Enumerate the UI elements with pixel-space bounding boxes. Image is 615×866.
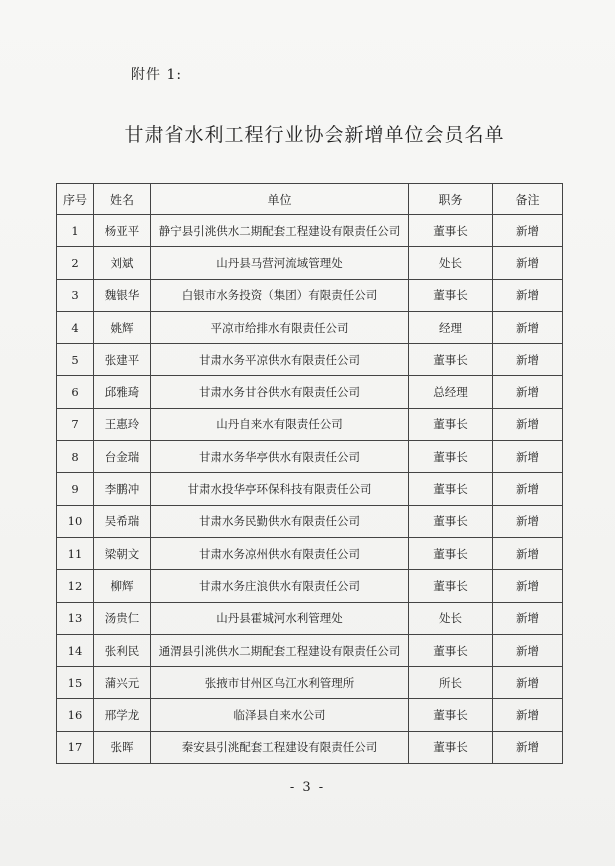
cell-position: 总经理 — [409, 376, 493, 408]
table-row — [57, 247, 563, 279]
cell-unit: 张掖市甘州区乌江水利管理所 — [151, 667, 409, 699]
cell-unit: 山丹县霍城河水利管理处 — [151, 602, 409, 634]
table-row — [57, 667, 563, 699]
table-row — [57, 215, 563, 247]
cell-unit: 山丹自来水有限责任公司 — [151, 408, 409, 440]
column-header-remark: 备注 — [493, 184, 563, 215]
table-row — [57, 441, 563, 473]
cell-remark: 新增 — [493, 215, 563, 247]
cell-position: 董事长 — [409, 505, 493, 537]
page-title: 甘肃省水利工程行业协会新增单位会员名单 — [124, 124, 505, 146]
cell-name: 汤贵仁 — [94, 602, 151, 634]
cell-name: 邢学龙 — [94, 699, 151, 731]
cell-remark: 新增 — [493, 667, 563, 699]
cell-position: 董事长 — [409, 473, 493, 505]
table-row — [57, 473, 563, 505]
cell-unit: 甘肃水务民勤供水有限责任公司 — [151, 505, 409, 537]
cell-remark: 新增 — [493, 699, 563, 731]
cell-position: 董事长 — [409, 408, 493, 440]
table-row — [57, 570, 563, 602]
cell-index: 2 — [57, 247, 94, 279]
cell-name: 王惠玲 — [94, 408, 151, 440]
cell-unit: 通渭县引洮供水二期配套工程建设有限责任公司 — [151, 634, 409, 666]
cell-remark: 新增 — [493, 537, 563, 569]
cell-name: 蒲兴元 — [94, 667, 151, 699]
cell-index: 5 — [57, 344, 94, 376]
cell-unit: 甘肃水务甘谷供水有限责任公司 — [151, 376, 409, 408]
cell-name: 张利民 — [94, 634, 151, 666]
table-row — [57, 376, 563, 408]
cell-index: 8 — [57, 441, 94, 473]
table-row — [57, 731, 563, 763]
table-row — [57, 602, 563, 634]
cell-name: 张建平 — [94, 344, 151, 376]
cell-index: 9 — [57, 473, 94, 505]
cell-unit: 甘肃水务庄浪供水有限责任公司 — [151, 570, 409, 602]
cell-unit: 甘肃水务凉州供水有限责任公司 — [151, 537, 409, 569]
cell-unit: 秦安县引洮配套工程建设有限责任公司 — [151, 731, 409, 763]
cell-position: 经理 — [409, 311, 493, 343]
table-row — [57, 634, 563, 666]
cell-index: 6 — [57, 376, 94, 408]
cell-position: 董事长 — [409, 279, 493, 311]
cell-unit: 甘肃水务平凉供水有限责任公司 — [151, 344, 409, 376]
table-row — [57, 699, 563, 731]
cell-position: 董事长 — [409, 441, 493, 473]
cell-position: 处长 — [409, 247, 493, 279]
cell-remark: 新增 — [493, 408, 563, 440]
cell-name: 魏银华 — [94, 279, 151, 311]
cell-name: 李鹏冲 — [94, 473, 151, 505]
table-body — [57, 215, 563, 764]
cell-name: 邱雅琦 — [94, 376, 151, 408]
cell-remark: 新增 — [493, 731, 563, 763]
cell-position: 董事长 — [409, 215, 493, 247]
cell-index: 15 — [57, 667, 94, 699]
cell-remark: 新增 — [493, 570, 563, 602]
cell-remark: 新增 — [493, 344, 563, 376]
cell-index: 13 — [57, 602, 94, 634]
cell-index: 16 — [57, 699, 94, 731]
cell-index: 12 — [57, 570, 94, 602]
cell-remark: 新增 — [493, 247, 563, 279]
cell-position: 董事长 — [409, 699, 493, 731]
cell-position: 董事长 — [409, 344, 493, 376]
cell-name: 杨亚平 — [94, 215, 151, 247]
column-header-position: 职务 — [409, 184, 493, 215]
table-header-row — [57, 184, 563, 215]
cell-position: 董事长 — [409, 570, 493, 602]
cell-remark: 新增 — [493, 311, 563, 343]
cell-name: 张晖 — [94, 731, 151, 763]
cell-index: 14 — [57, 634, 94, 666]
cell-index: 11 — [57, 537, 94, 569]
cell-unit: 静宁县引洮供水二期配套工程建设有限责任公司 — [151, 215, 409, 247]
column-header-unit: 单位 — [151, 184, 409, 215]
cell-remark: 新增 — [493, 505, 563, 537]
cell-remark: 新增 — [493, 602, 563, 634]
cell-remark: 新增 — [493, 441, 563, 473]
cell-unit: 白银市水务投资（集团）有限责任公司 — [151, 279, 409, 311]
table-row — [57, 408, 563, 440]
cell-remark: 新增 — [493, 376, 563, 408]
cell-index: 1 — [57, 215, 94, 247]
page-number: - 3 - — [289, 780, 326, 795]
cell-unit: 甘肃水投华亭环保科技有限责任公司 — [151, 473, 409, 505]
member-table — [56, 183, 563, 764]
cell-unit: 平凉市给排水有限责任公司 — [151, 311, 409, 343]
cell-name: 柳辉 — [94, 570, 151, 602]
cell-position: 董事长 — [409, 731, 493, 763]
cell-name: 刘斌 — [94, 247, 151, 279]
cell-position: 所长 — [409, 667, 493, 699]
cell-position: 董事长 — [409, 537, 493, 569]
cell-index: 4 — [57, 311, 94, 343]
table-row — [57, 505, 563, 537]
cell-name: 梁朝文 — [94, 537, 151, 569]
cell-index: 17 — [57, 731, 94, 763]
cell-position: 处长 — [409, 602, 493, 634]
cell-index: 3 — [57, 279, 94, 311]
table-row — [57, 279, 563, 311]
column-header-name: 姓名 — [94, 184, 151, 215]
cell-unit: 山丹县马营河流域管理处 — [151, 247, 409, 279]
cell-position: 董事长 — [409, 634, 493, 666]
cell-name: 吴希瑞 — [94, 505, 151, 537]
attachment-label: 附件 1: — [131, 67, 183, 83]
cell-remark: 新增 — [493, 279, 563, 311]
table-row — [57, 537, 563, 569]
cell-name: 姚辉 — [94, 311, 151, 343]
cell-name: 台金瑞 — [94, 441, 151, 473]
cell-remark: 新增 — [493, 473, 563, 505]
cell-index: 7 — [57, 408, 94, 440]
table-row — [57, 311, 563, 343]
cell-unit: 临泽县自来水公司 — [151, 699, 409, 731]
column-header-index: 序号 — [57, 184, 94, 215]
cell-index: 10 — [57, 505, 94, 537]
cell-remark: 新增 — [493, 634, 563, 666]
cell-unit: 甘肃水务华亭供水有限责任公司 — [151, 441, 409, 473]
table-row — [57, 344, 563, 376]
